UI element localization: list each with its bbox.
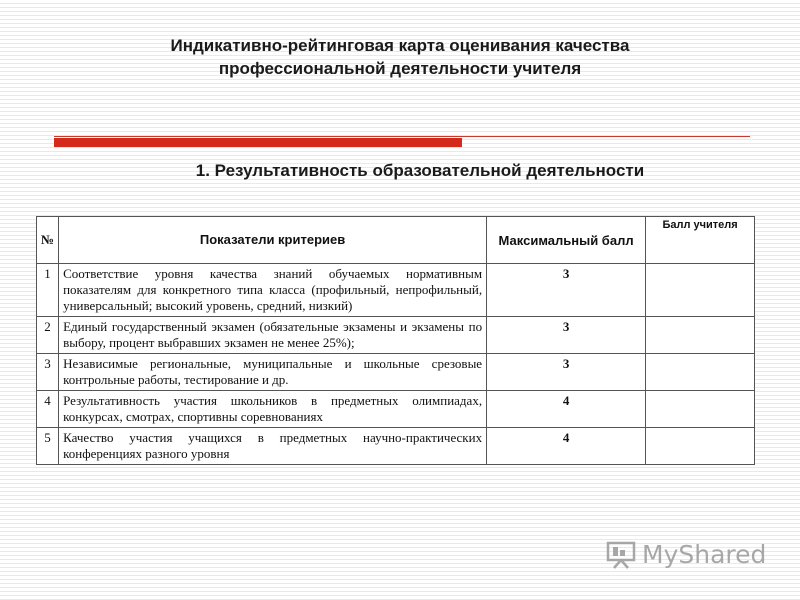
divider-accent bbox=[54, 138, 462, 147]
criteria-table bbox=[36, 216, 755, 465]
presentation-board-icon bbox=[606, 541, 636, 569]
row-num: 1 bbox=[37, 264, 59, 317]
row-max-score: 4 bbox=[487, 391, 646, 428]
table-row bbox=[37, 354, 755, 391]
row-max-score: 4 bbox=[487, 428, 646, 465]
row-teacher-score[interactable] bbox=[646, 391, 755, 428]
header-num: № bbox=[37, 217, 59, 264]
row-teacher-score[interactable] bbox=[646, 317, 755, 354]
header-max-score: Максимальный балл bbox=[487, 217, 646, 264]
table-header-row bbox=[37, 217, 755, 264]
row-num: 3 bbox=[37, 354, 59, 391]
title-line-1: Индикативно-рейтинговая карта оценивания качества bbox=[170, 36, 630, 55]
row-num: 5 bbox=[37, 428, 59, 465]
header-teacher-score: Балл учителя bbox=[646, 217, 755, 264]
section-heading: 1. Результативность образовательной деятельности bbox=[195, 161, 645, 180]
row-num: 4 bbox=[37, 391, 59, 428]
row-criteria: Единый государственный экзамен (обязательные экзамены и экзамены по выбору, процент выбравших экзамен не менее 25%); bbox=[59, 317, 487, 354]
divider-thin bbox=[54, 136, 750, 137]
row-teacher-score[interactable] bbox=[646, 354, 755, 391]
table-row bbox=[37, 391, 755, 428]
row-teacher-score[interactable] bbox=[646, 428, 755, 465]
row-num: 2 bbox=[37, 317, 59, 354]
row-criteria: Качество участия учащихся в предметных научно-практических конференциях разного уровня bbox=[59, 428, 487, 465]
table-row bbox=[37, 317, 755, 354]
title-line-2: профессиональной деятельности учителя bbox=[218, 59, 582, 78]
row-criteria: Соответствие уровня качества знаний обучаемых нормативным показателям для конкретного типа класса (профильный, непрофильный, универсальный; высокий уровень, средний, низкий) bbox=[59, 264, 487, 317]
row-max-score: 3 bbox=[487, 264, 646, 317]
watermark-text: MyShared bbox=[642, 540, 767, 569]
row-teacher-score[interactable] bbox=[646, 264, 755, 317]
watermark bbox=[606, 540, 766, 569]
row-max-score: 3 bbox=[487, 354, 646, 391]
row-max-score: 3 bbox=[487, 317, 646, 354]
table-row bbox=[37, 264, 755, 317]
table-row bbox=[37, 428, 755, 465]
header-criteria: Показатели критериев bbox=[59, 217, 487, 264]
row-criteria: Результативность участия школьников в предметных олимпиадах, конкурсах, смотрах, спортивны соревнованиях bbox=[59, 391, 487, 428]
page-title bbox=[60, 34, 740, 80]
row-criteria: Независимые региональные, муниципальные и школьные срезовые контрольные работы, тестирование и др. bbox=[59, 354, 487, 391]
